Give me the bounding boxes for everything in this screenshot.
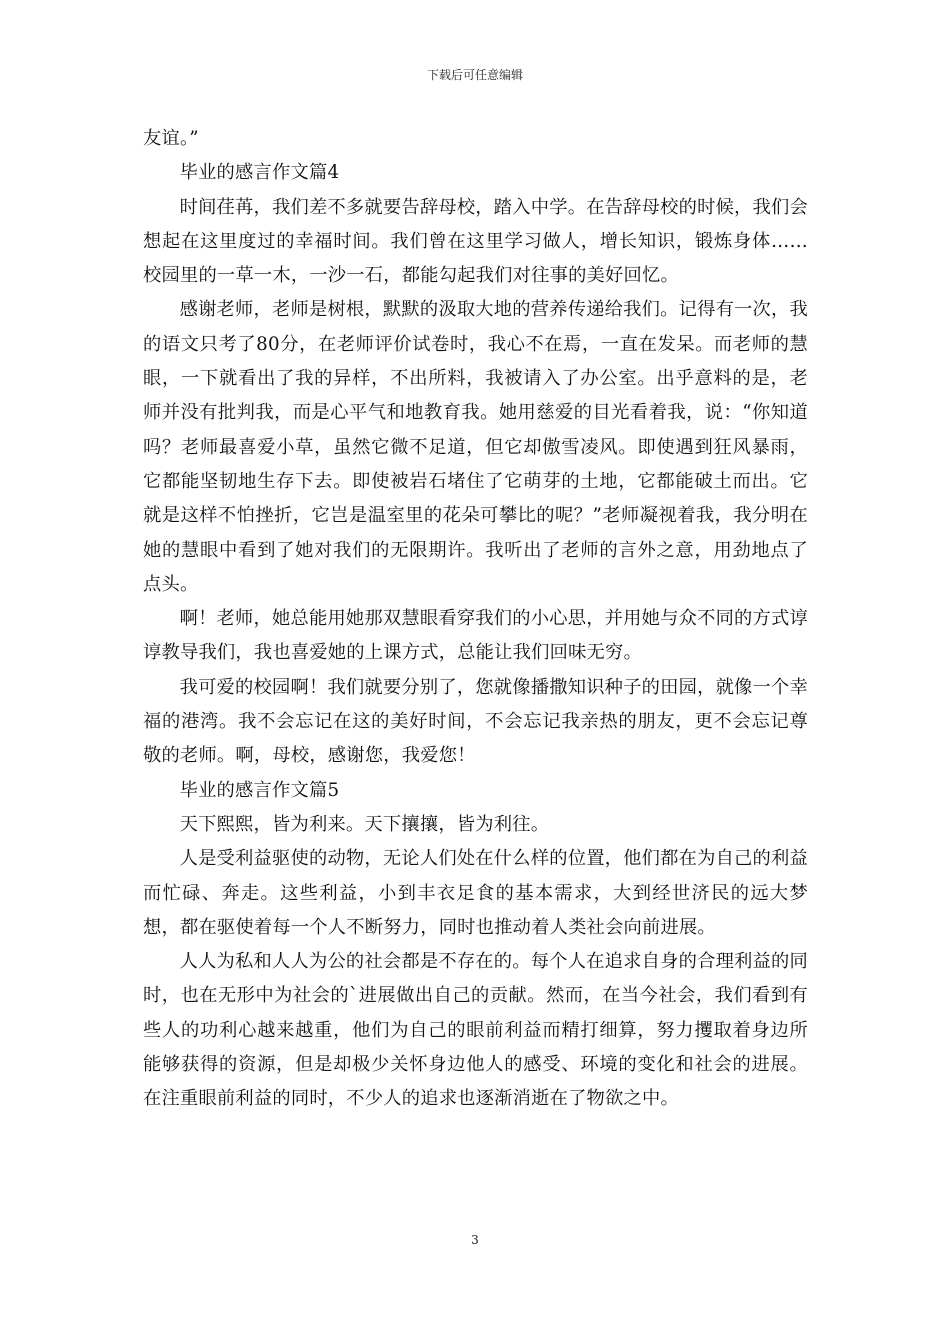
paragraph-continuation: 友谊。” [143, 128, 199, 149]
document-body [143, 122, 808, 1117]
page-header: 下载后可任意编辑 [426, 68, 523, 82]
paragraph: 人人为私和人人为公的社会都是不存在的。每个人在追求自身的合理利益的同时，也在无形中为社会的`进展做出自己的贡献。然而，在当今社会，我们看到有些人的功利心越来越重，他们为自己的眼前利益而精打细算，努力攫取着身边所能够获得的资源，但是却极少关怀身边他人的感受、环境的变化和社会的进展。在注重眼前利益的同时，不少人的追求也逐渐消逝在了物欲之中。 [143, 951, 808, 1110]
section-heading-5: 毕业的感言作文篇5 [179, 779, 340, 801]
paragraph: 时间荏苒，我们差不多就要告辞母校，踏入中学。在告辞母校的时候，我们会想起在这里度过的幸福时间。我们曾在这里学习做人，增长知识，锻炼身体……校园里的一草一木，一沙一石，都能勾起我们对往事的美好回忆。 [143, 196, 808, 287]
paragraph: 啊！老师，她总能用她那双慧眼看穿我们的小心思，并用她与众不同的方式谆谆教导我们，我也喜爱她的上课方式，总能让我们回味无穷。 [143, 608, 808, 664]
paragraph: 人是受利益驱使的动物，无论人们处在什么样的位置，他们都在为自己的利益而忙碌、奔走。这些利益，小到丰衣足食的基本需求，大到经世济民的远大梦想，都在驱使着每一个人不断努力，同时也推动着人类社会向前进展。 [143, 848, 808, 938]
section-heading-4: 毕业的感言作文篇4 [179, 162, 340, 184]
paragraph: 天下熙熙，皆为利来。天下攘攘，皆为利往。 [179, 813, 550, 835]
paragraph: 我可爱的校园啊！我们就要分别了，您就像播撒知识种子的田园，就像一个幸福的港湾。我不会忘记在这的美好时间，不会忘记我亲热的朋友，更不会忘记尊敬的老师。啊，母校，感谢您，我爱您！ [143, 676, 808, 767]
paragraph: 感谢老师，老师是树根，默默的汲取大地的营养传递给我们。记得有一次，我的语文只考了80分，在老师评价试卷时，我心不在焉，一直在发呆。而老师的慧眼，一下就看出了我的异样，不出所料，我被请入了办公室。出乎意料的是，老师并没有批判我，而是心平气和地教育我。她用慈爱的目光看着我，说：“你知道吗？老师最喜爱小草，虽然它微不足道，但它却傲雪凌风。即使遇到狂风暴雨，它都能坚韧地生存下去。即使被岩石堵住了它萌芽的土地，它都能破土而出。它就是这样不怕挫折，它岂是温室里的花朵可攀比的呢？”老师凝视着我，我分明在她的慧眼中看到了她对我们的无限期许。我听出了老师的言外之意，用劲地点了点头。 [143, 299, 808, 595]
page-number: 3 [471, 1233, 479, 1247]
